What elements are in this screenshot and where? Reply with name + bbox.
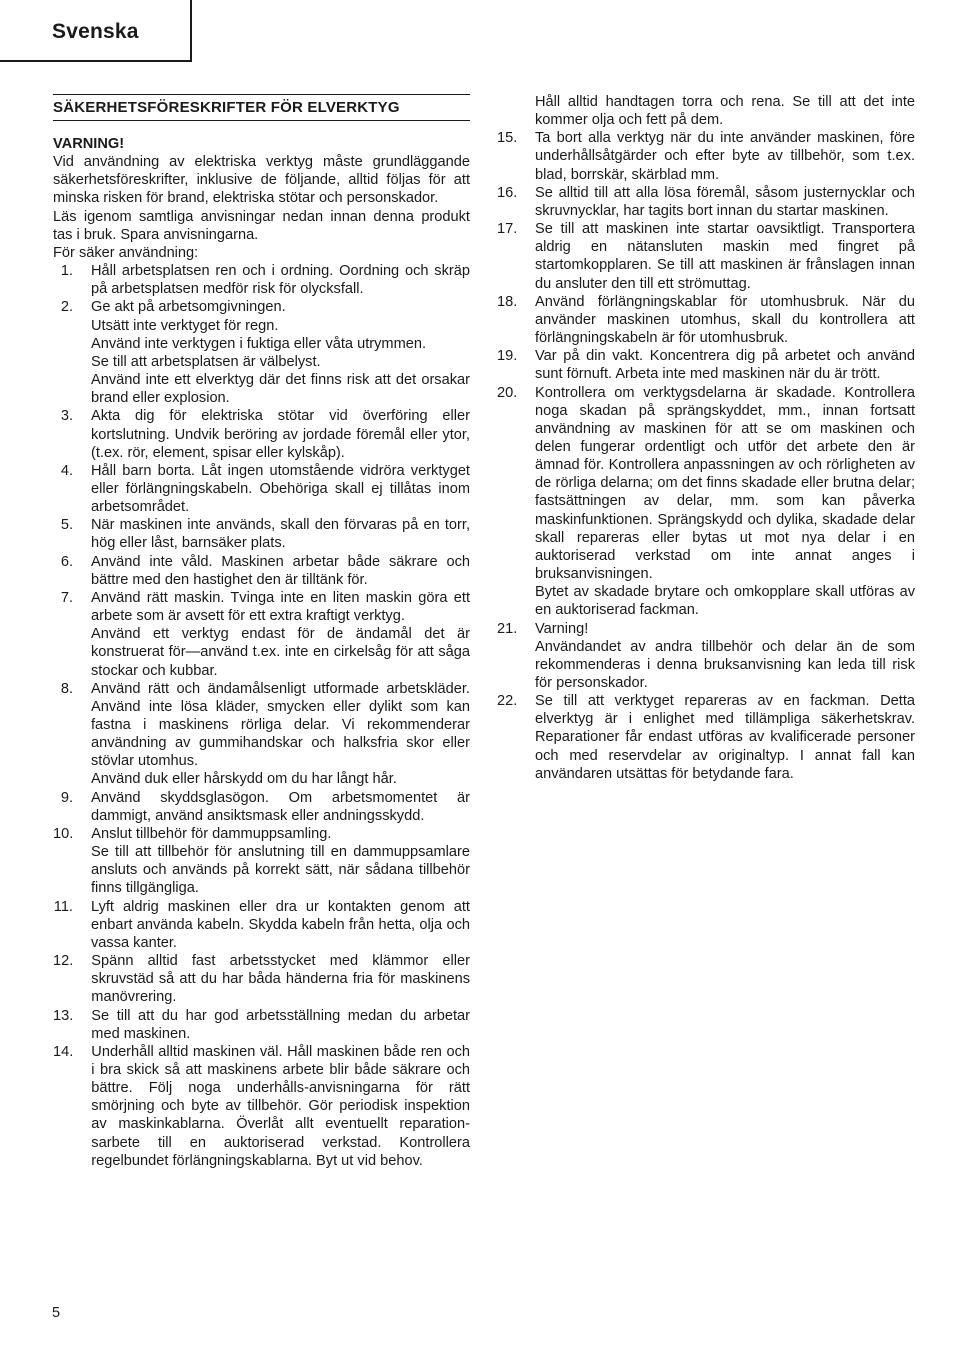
list-item-text: Se till att arbetsplatsen är välbelyst. [91, 353, 321, 370]
list-item-number: 14. [53, 1043, 74, 1060]
list-item-text: Akta dig för elektriska stötar vid överföring eller kortslutning. Undvik beröring av jordade föremål eller ytor, (t.ex. rör, element, spisar eller kylskåp). [91, 408, 470, 461]
list-item-continuation [497, 638, 915, 692]
list-item-text: Lyft aldrig maskinen eller dra ur kontakten genom att enbart använda kabeln. Skydda kabeln från hetta, olja och vassa kanter. [91, 898, 470, 951]
list-item-continuation [53, 843, 470, 897]
list-item-number: 22. [497, 693, 518, 710]
list-item-text: Se till att du har god arbetsställning medan du arbetar med maskinen. [91, 1007, 470, 1042]
list-item-number: 4. [60, 462, 73, 479]
list-item-number: 8. [60, 680, 73, 697]
list-item [497, 184, 915, 220]
list-item-text: Användandet av andra tillbehör och delar än de som rekommenderas i denna bruksanvisning kan leda till risk för personskador. [535, 638, 915, 691]
list-item-text: Ta bort alla verktyg när du inte använder maskinen, före underhållsåtgärder och efter byte av tillbehör, som t.ex. blad, borrskär, skärblad mm. [535, 130, 915, 183]
list-item-number [53, 625, 73, 679]
list-item-number: 12. [53, 953, 74, 970]
list-item-text: Var på din vakt. Koncentrera dig på arbetet och använd sunt förnuft. Arbeta inte med maskinen när du är trött. [535, 348, 915, 383]
list-item [53, 407, 470, 461]
list-item-number: 13. [53, 1007, 74, 1024]
section-title: SÄKERHETSFÖRESKRIFTER FÖR ELVERKTYG [53, 94, 470, 121]
list-item-text: Ge akt på arbetsomgivningen. [91, 299, 286, 316]
list-item-text: Använd inte ett elverktyg där det finns risk att det orsakar brand eller explosion. [91, 372, 470, 407]
list-item [497, 692, 915, 783]
list-item-text: Använd inte våld. Maskinen arbetar både säkrare och bättre med den hastighet den är tilltänk för. [91, 553, 470, 588]
list-item-text: Använd inte verktygen i fuktiga eller våta utrymmen. [91, 335, 427, 352]
list-item-number: 11. [53, 898, 73, 915]
safety-list-right [497, 129, 915, 783]
list-item-continuation [53, 317, 470, 335]
list-item-text: Se till att verktyget repareras av en fackman. Detta elverktyg är i enlighet med tillämpliga säkerhetskrav. Reparationer får endast utföras av kvalificerade personer och med reservdelar av originaltyp. I annat fall kan användaren utsättas för betydande fara. [535, 693, 915, 782]
list-item-number: 17. [497, 221, 518, 238]
list-item-text: Använd duk eller hårskydd om du har långt hår. [91, 771, 397, 788]
list-item-continuation [53, 770, 470, 788]
list-item-number: 1. [60, 263, 73, 280]
list-item-number [497, 638, 535, 692]
list-item-continuation [53, 371, 470, 407]
list-item-number: 7. [60, 589, 73, 606]
language-tab [0, 0, 192, 62]
list-item-continuation [53, 353, 470, 371]
list-item-text: När maskinen inte används, skall den förvaras på en torr, hög eller låst, barnsäker plats. [91, 517, 470, 552]
list-item-text: Se till att maskinen inte startar oavsiktligt. Transportera aldrig en nätansluten maskin med fingret på startomkopplaren. Se till att maskinen är frånslagen innan du ansluter den till ett strömuttag. [535, 221, 915, 292]
list-item-text: Underhåll alltid maskinen väl. Håll maskinen både ren och i bra skick så att maskinens arbete blir både säkrare och bättre. Följ noga underhålls-anvisningarna för rätt smörjning och byte av tillbehör. Gör periodisk inspektion av maskinkablarna. Överlåt allt eventuellt reparation-sarbete till en auktoriserad verkstad. Kontrollera regelbundet förlängningskablarna. Byt ut vid behov. [91, 1043, 470, 1169]
list-item [53, 298, 470, 316]
list-item [497, 293, 915, 347]
list-item [497, 129, 915, 183]
list-item [497, 347, 915, 383]
list-item [53, 1043, 470, 1170]
list-item-number [53, 843, 73, 897]
safety-list-left [53, 262, 470, 1170]
list-item-number: 21. [497, 620, 518, 637]
list-item-continuation [53, 335, 470, 353]
warning-title: VARNING! [53, 136, 125, 152]
list-item-text: Se alltid till att alla lösa föremål, såsom justernycklar och skruvnycklar, har tagits bort innan du startar maskinen. [535, 184, 915, 219]
item-14-continued: Håll alltid handtagen torra och rena. Se till att det inte kommer olja och fett på dem. [535, 94, 915, 129]
list-item-text: Använd förlängningskablar för utomhusbruk. När du använder maskinen utomhus, skall du kontrollera att förlängningskabeln är för utomhusbruk. [535, 293, 915, 347]
list-item-number: 3. [60, 408, 73, 425]
right-column [497, 93, 915, 783]
list-item-text: Utsätt inte verktyget för regn. [91, 317, 279, 334]
list-item-text: Använd rätt maskin. Tvinga inte en liten maskin göra ett arbete som är avsett för ett extra kraftigt verktyg. [91, 589, 470, 625]
list-item-text: Anslut tillbehör för dammuppsamling. [91, 825, 332, 842]
list-item-text: Varning! [535, 620, 589, 637]
list-item [497, 620, 915, 638]
list-item [53, 553, 470, 589]
list-item-number: 18. [497, 293, 518, 310]
warning-read: Läs igenom samtliga anvisningar nedan innan denna produkt tas i bruk. Spara anvisningarna. [53, 208, 470, 243]
list-item [53, 789, 470, 825]
list-item [53, 825, 470, 843]
list-item-text: Bytet av skadade brytare och omkopplare skall utföras av en auktoriserad fackman. [535, 584, 915, 619]
list-item-number: 20. [497, 384, 518, 401]
language-label: Svenska [52, 20, 139, 43]
list-item-continuation [497, 583, 915, 619]
list-item-number [53, 317, 73, 335]
list-item-number [53, 770, 73, 788]
list-item-text: Se till att tillbehör för anslutning till en dammuppsamlare ansluts och används på korrekt sätt, när sådana tillbehör finns tillgängliga. [91, 844, 470, 897]
list-item [53, 1007, 470, 1043]
list-item [53, 516, 470, 552]
list-item-text: Håll arbetsplatsen ren och i ordning. Oordning och skräp på arbetsplatsen medför risk för olycksfall. [91, 263, 470, 298]
list-item-number: 5. [60, 517, 73, 534]
warning-intro: Vid användning av elektriska verktyg måste grundläggande säkerhetsföreskrifter, inklusive de följande, alltid följas för att minska risken för brand, elektriska stötar och personskador. [53, 154, 470, 207]
list-item-text: Kontrollera om verktygsdelarna är skadade. Kontrollera noga skadan på sprängskyddet, mm., innan fortsatt användning av maskinen för att se om maskinen och delen fungerar ordentligt och utför det arbete den är ämnad för. Kontrollera anpassningen av och rörligheten av de rörliga delarna; om det finns skadade eller brutna delar; fastsättningen av delar, mm. som kan påverka maskinfunktionen. Sprängskydd och dylika, skadade delar skall repareras eller bytas ut mot nya delar i en auktoriserad verkstad om inte annat anges i bruksanvisningen. [535, 384, 915, 583]
list-item-number [53, 353, 73, 371]
list-item-number: 9. [60, 789, 73, 806]
list-item [497, 384, 915, 584]
list-item-number: 2. [60, 299, 73, 316]
left-column [53, 94, 470, 1170]
list-item-text: Spänn alltid fast arbetsstycket med klämmor eller skruvstäd så att du har båda händerna fria för maskinens manövrering. [91, 953, 470, 1006]
list-item-number: 10. [53, 825, 74, 842]
list-item-number [53, 371, 73, 407]
list-item [53, 898, 470, 952]
list-item-text: Använd rätt och ändamålsenligt utformade arbetskläder. Använd inte lösa kläder, smycken eller dylikt som kan fastna i maskinens rörliga delar. Vi rekommenderar användning av gummihandskar och halksfria skor eller stövlar utomhus. [91, 680, 470, 770]
list-item [497, 220, 915, 293]
list-item-number: 19. [497, 348, 518, 365]
list-item [53, 680, 470, 771]
list-item-text: Använd skyddsglasögon. Om arbetsmomentet är dammigt, använd ansiktsmask eller andningsskydd. [91, 789, 470, 824]
page-number: 5 [52, 1305, 61, 1321]
list-item-number: 16. [497, 184, 518, 201]
list-item-continuation [53, 625, 470, 679]
list-item-number: 15. [497, 130, 518, 147]
list-item-number [53, 335, 73, 353]
list-item [53, 952, 470, 1006]
list-item-text: Håll barn borta. Låt ingen utomstående vidröra verktyget eller förlängningskabeln. Obehöriga skall ej tillåtas inom arbetsområdet. [91, 462, 470, 516]
warning-lead: För säker användning: [53, 244, 199, 261]
list-item [53, 589, 470, 625]
list-item-text: Använd ett verktyg endast för de ändamål det är konstruerat för—använd t.ex. inte en cirkelsåg för att såga stockar och kubbar. [91, 626, 470, 679]
list-item-number: 6. [60, 553, 73, 570]
list-item-number [497, 583, 535, 619]
list-item [53, 262, 470, 298]
list-item [53, 462, 470, 516]
